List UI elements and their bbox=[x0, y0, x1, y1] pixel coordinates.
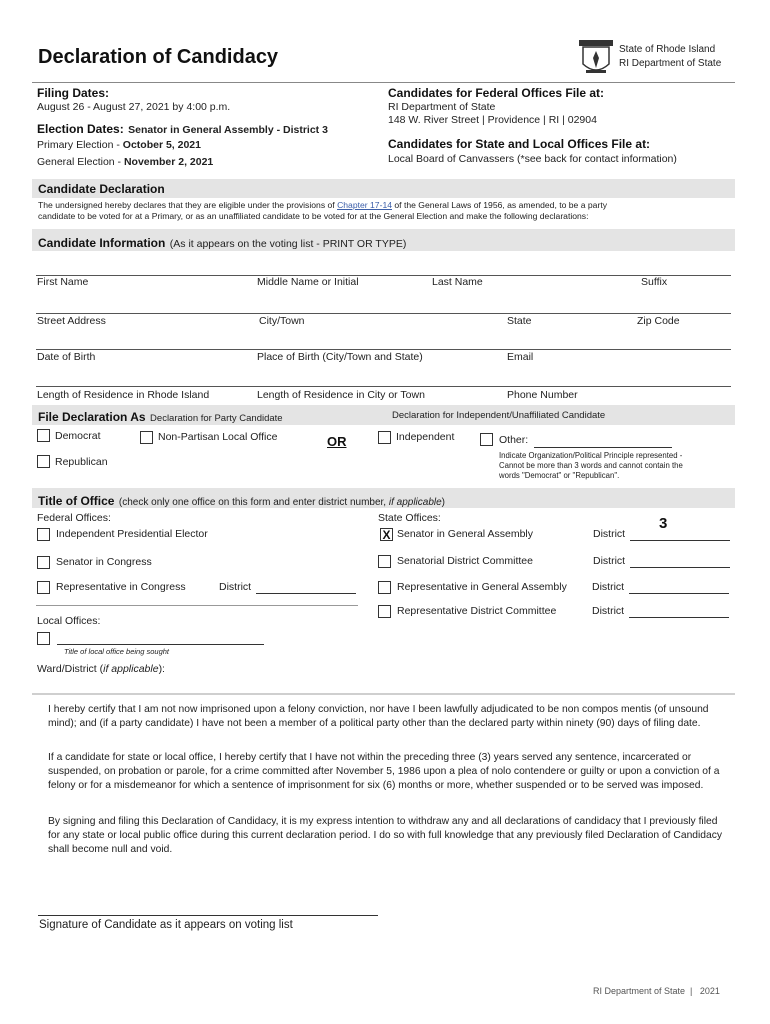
senatorial-committee-label: Senatorial District Committee bbox=[397, 555, 533, 567]
general-label: General Election - bbox=[37, 156, 124, 168]
rep-district-committee-district-line[interactable] bbox=[629, 605, 729, 618]
senator-ga-district-label: District bbox=[593, 528, 626, 540]
senator-ga-district-number: 3 bbox=[659, 515, 668, 532]
senatorial-committee-district-line[interactable] bbox=[630, 555, 730, 568]
street-label: Street Address bbox=[37, 315, 106, 327]
election-dates-label: Election Dates: bbox=[37, 122, 124, 136]
other-checkbox[interactable] bbox=[480, 433, 493, 446]
office-subtitle-italic: if applicable bbox=[388, 497, 442, 508]
candidate-info-title: Candidate Information bbox=[38, 236, 166, 250]
republican-label: Republican bbox=[55, 456, 108, 468]
senator-congress-checkbox[interactable] bbox=[37, 556, 50, 569]
ward-label-end: ): bbox=[158, 663, 165, 675]
residence-city-label: Length of Residence in City or Town bbox=[257, 389, 425, 401]
federal-offices-label: Federal Offices: bbox=[37, 512, 111, 524]
residence-ri-label: Length of Residence in Rhode Island bbox=[37, 389, 210, 401]
nonpartisan-checkbox[interactable] bbox=[140, 431, 153, 444]
rep-district-committee-label: Representative District Committee bbox=[397, 605, 557, 617]
agency-line-1: State of Rhode Island bbox=[619, 44, 716, 55]
certification-divider bbox=[32, 693, 735, 695]
other-note-1: Indicate Organization/Political Principle represented - bbox=[499, 451, 683, 460]
office-subtitle: (check only one office on this form and enter district number, bbox=[118, 497, 389, 508]
ward-label-italic: if applicable bbox=[103, 663, 159, 675]
ward-district-label bbox=[37, 663, 165, 675]
signature-label: Signature of Candidate as it appears on voting list bbox=[39, 919, 293, 931]
filing-dates-label: Filing Dates: bbox=[37, 86, 110, 100]
other-note-2: Cannot be more than 3 words and cannot contain the bbox=[499, 461, 683, 470]
footer-text: RI Department of State | 2021 bbox=[593, 986, 720, 996]
rep-ga-district-label: District bbox=[592, 581, 625, 593]
candidate-info-subtitle: (As it appears on the voting list - PRINT OR TYPE) bbox=[169, 238, 407, 250]
senatorial-committee-checkbox[interactable] bbox=[378, 555, 391, 568]
general-election bbox=[37, 156, 213, 168]
middle-name-label: Middle Name or Initial bbox=[257, 276, 359, 288]
state-file-line-1: Local Board of Canvassers (*see back for contact information) bbox=[388, 153, 677, 165]
header-divider bbox=[32, 82, 735, 83]
name-line[interactable] bbox=[36, 275, 731, 276]
rep-district-committee-district-label: District bbox=[592, 605, 625, 617]
office-heading bbox=[38, 492, 445, 510]
other-note bbox=[499, 451, 683, 481]
rep-congress-checkbox[interactable] bbox=[37, 581, 50, 594]
declaration-text-line-2: candidate to be voted for at a Primary, or as an unaffiliated candidate to be voted for at the General Election and make the following declarations: bbox=[38, 211, 589, 221]
senator-congress-label: Senator in Congress bbox=[56, 556, 152, 568]
certification-paragraph-2: If a candidate for state or local office, I hereby certify that I have not within the preceding three (3) years served any sentence, incarcerated or suspended, on probation or parole, for a crime committed after November 5, 1986 upon a plea of nolo contendere or guilty or upon a conviction of a felony or for a misdemeanor for which a sentence of imprisonment for six (6) months or more, whether suspended or to be served was imposed. bbox=[48, 752, 720, 791]
address-line[interactable] bbox=[36, 313, 731, 314]
other-label: Other: bbox=[499, 434, 529, 446]
ipe-checkbox[interactable] bbox=[37, 528, 50, 541]
rep-congress-district-line[interactable] bbox=[256, 581, 356, 594]
federal-file-line-2: 148 W. River Street | Providence | RI | 02904 bbox=[388, 114, 597, 126]
state-seal-icon bbox=[577, 38, 615, 78]
residence-line[interactable] bbox=[36, 386, 731, 387]
senator-ga-label: Senator in General Assembly bbox=[397, 528, 533, 540]
rep-congress-label: Representative in Congress bbox=[56, 581, 186, 593]
rep-ga-label: Representative in General Assembly bbox=[397, 581, 567, 593]
office-subtitle-end: ) bbox=[441, 497, 446, 508]
independent-checkbox[interactable] bbox=[378, 431, 391, 444]
candidate-declaration-heading: Candidate Declaration bbox=[38, 182, 165, 196]
primary-date: October 5, 2021 bbox=[122, 139, 201, 151]
election-office: Senator in General Assembly - District 3 bbox=[128, 124, 328, 136]
file-as-title: File Declaration As bbox=[38, 410, 146, 424]
first-name-label: First Name bbox=[37, 276, 89, 288]
certification-paragraph-1: I hereby certify that I am not now imprisoned upon a felony conviction, nor have I been lawfully adjudicated to be non compos mentis (of unsound mind); and (if a party candidate) I have not been a member of a political party other than the declared party within ninety (90) days of filing date. bbox=[48, 704, 709, 729]
nonpartisan-label: Non-Partisan Local Office bbox=[158, 431, 278, 443]
phone-label: Phone Number bbox=[507, 389, 578, 401]
federal-divider bbox=[36, 605, 358, 606]
page-title: Declaration of Candidacy bbox=[38, 46, 279, 68]
federal-file-line-1: RI Department of State bbox=[388, 101, 496, 113]
candidate-info-heading bbox=[38, 234, 406, 252]
democrat-label: Democrat bbox=[55, 430, 101, 442]
certification-paragraph-3: By signing and filing this Declaration of Candidacy, it is my express intention to withdraw any and all declarations of candidacy that I previously filed for any state or local public office during this current declaration period. I do so with full knowledge that any previously filed Declaration of Candidacy shall become null and void. bbox=[48, 816, 723, 855]
other-note-3: words "Democrat" or "Republican". bbox=[499, 471, 620, 480]
zip-label: Zip Code bbox=[637, 315, 680, 327]
chapter-link[interactable]: Chapter 17-14 bbox=[337, 200, 393, 210]
general-date: November 2, 2021 bbox=[123, 156, 214, 168]
senatorial-committee-district-label: District bbox=[593, 555, 626, 567]
declaration-text-end: of the General Laws of 1956, as amended, to be a party bbox=[392, 200, 607, 210]
rep-ga-district-line[interactable] bbox=[629, 581, 729, 594]
state-file-heading: Candidates for State and Local Offices File at: bbox=[388, 137, 651, 151]
birth-line[interactable] bbox=[36, 349, 731, 350]
last-name-label: Last Name bbox=[432, 276, 483, 288]
senator-ga-checkbox[interactable]: X bbox=[380, 528, 393, 541]
filing-dates: August 26 - August 27, 2021 by 4:00 p.m. bbox=[37, 101, 231, 113]
federal-file-heading: Candidates for Federal Offices File at: bbox=[388, 86, 605, 100]
state-offices-label: State Offices: bbox=[378, 512, 441, 524]
election-dates bbox=[37, 120, 328, 138]
senator-ga-district-line[interactable] bbox=[630, 528, 730, 541]
dob-label: Date of Birth bbox=[37, 351, 96, 363]
city-label: City/Town bbox=[259, 315, 305, 327]
suffix-label: Suffix bbox=[641, 276, 668, 288]
ipe-label: Independent Presidential Elector bbox=[56, 528, 208, 540]
signature-line[interactable] bbox=[38, 915, 378, 916]
primary-election bbox=[37, 139, 201, 151]
agency-name bbox=[619, 43, 721, 71]
email-label: Email bbox=[507, 351, 534, 363]
state-label: State bbox=[507, 315, 532, 327]
local-office-checkbox[interactable] bbox=[37, 632, 50, 645]
rep-congress-district-label: District bbox=[219, 581, 252, 593]
local-offices-label: Local Offices: bbox=[37, 615, 101, 627]
or-separator: OR bbox=[327, 434, 347, 449]
democrat-checkbox[interactable] bbox=[37, 429, 50, 442]
local-office-title-line[interactable] bbox=[57, 632, 264, 645]
independent-declaration-label: Declaration for Independent/Unaffiliated Candidate bbox=[392, 410, 606, 421]
file-as-heading bbox=[38, 408, 283, 426]
rep-ga-checkbox[interactable] bbox=[378, 581, 391, 594]
party-declaration-label: Declaration for Party Candidate bbox=[150, 413, 283, 424]
ward-label-start: Ward/District ( bbox=[37, 663, 104, 675]
declaration-text bbox=[38, 200, 738, 222]
declaration-text-start: The undersigned hereby declares that they are eligible under the provisions of bbox=[38, 200, 338, 210]
republican-checkbox[interactable] bbox=[37, 455, 50, 468]
other-input-line[interactable] bbox=[534, 435, 672, 448]
local-office-title-note: Title of local office being sought bbox=[64, 647, 169, 656]
rep-district-committee-checkbox[interactable] bbox=[378, 605, 391, 618]
independent-label: Independent bbox=[396, 431, 455, 443]
office-title: Title of Office bbox=[38, 494, 115, 508]
primary-label: Primary Election - bbox=[37, 139, 123, 151]
agency-line-2: RI Department of State bbox=[619, 58, 722, 69]
pob-label: Place of Birth (City/Town and State) bbox=[257, 351, 423, 363]
